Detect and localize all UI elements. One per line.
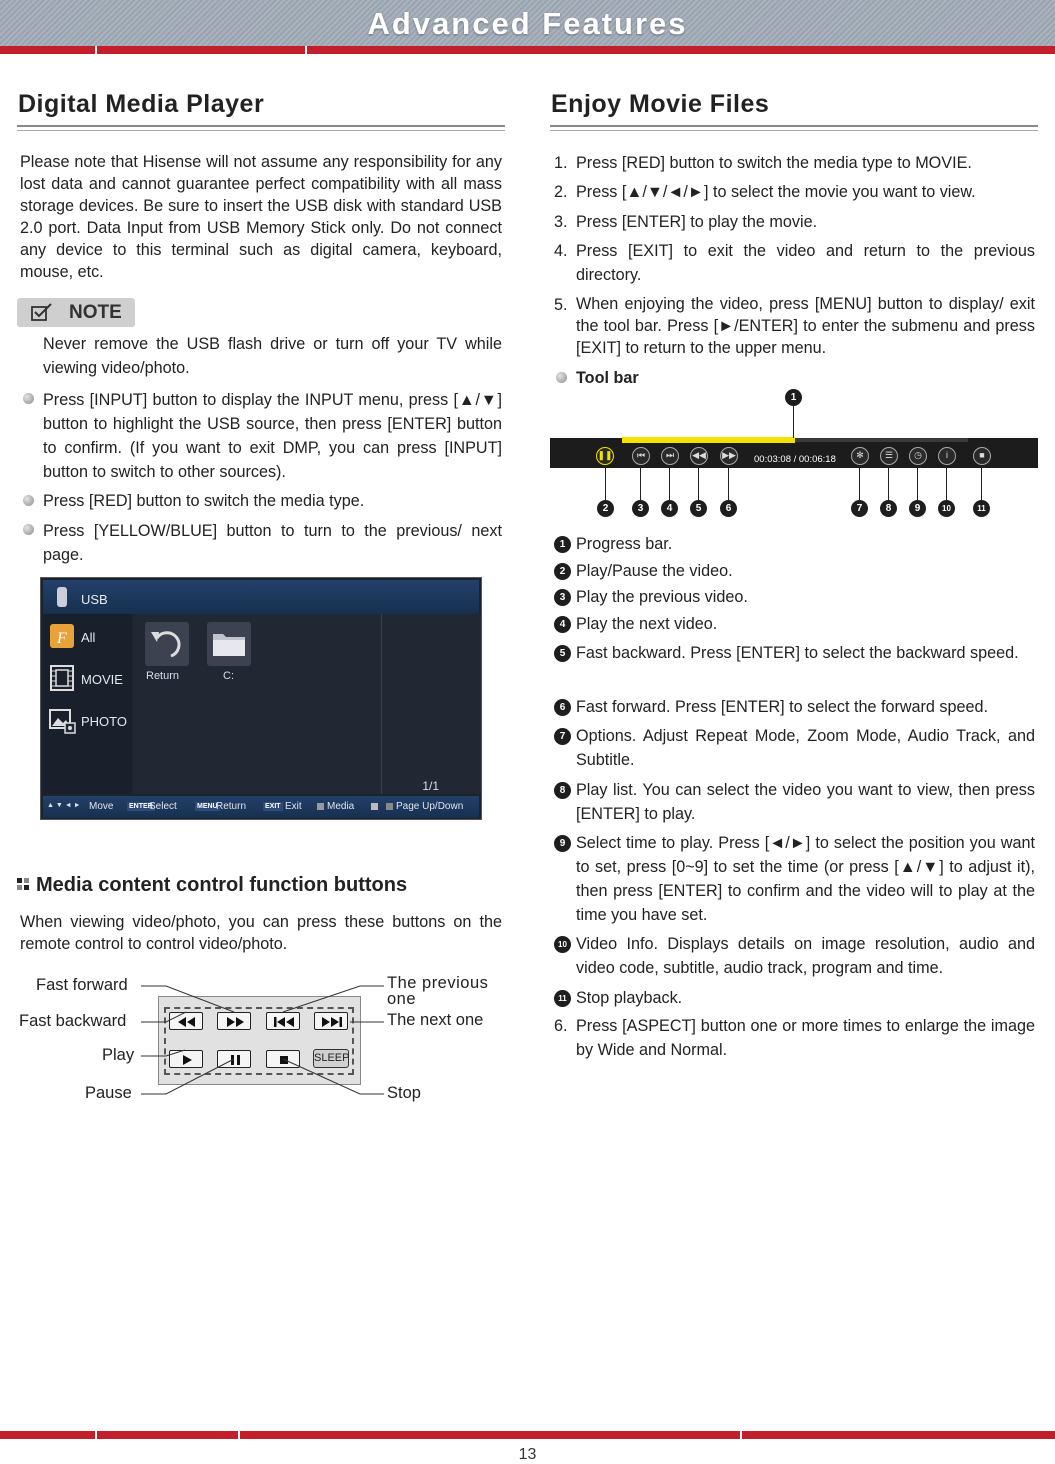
film-icon bbox=[48, 664, 76, 692]
footer-page: Page Up/Down bbox=[396, 801, 464, 812]
section-title-dmp: Digital Media Player bbox=[18, 90, 265, 118]
dmp-screen bbox=[40, 577, 482, 820]
bullet-item: Press [INPUT] button to display the INPUT menu, press [▲/▼] button to highlight the USB source, then press [ENTER] button to confirm. (If you want to exit DMP, you can press [INPUT] button to switch to other sources). bbox=[43, 391, 502, 481]
callout-leader bbox=[981, 466, 982, 500]
callout-leader bbox=[946, 466, 947, 500]
drive-c-tile[interactable] bbox=[207, 622, 251, 666]
callout-number: 10 bbox=[938, 500, 955, 517]
header-divider bbox=[95, 46, 97, 54]
callout-number: 6 bbox=[720, 500, 737, 517]
dmp-footer-bar bbox=[43, 796, 479, 818]
label-previous: The previous one bbox=[387, 974, 489, 1008]
dmp-sidebar-item-photo[interactable] bbox=[43, 702, 131, 738]
note-text: Never remove the USB flash drive or turn off your TV while viewing video/photo. bbox=[43, 335, 502, 377]
bullet-icon bbox=[23, 393, 34, 404]
step-number: 1. bbox=[554, 154, 568, 172]
bullet-icon bbox=[23, 495, 34, 506]
enter-key-icon: ENTER bbox=[129, 803, 153, 810]
footer-exit: Exit bbox=[285, 801, 302, 812]
item-number-badge: 4 bbox=[554, 616, 571, 633]
all-media-icon bbox=[48, 622, 76, 650]
media-control-heading: Media content control function buttons bbox=[36, 874, 408, 896]
folder-icon bbox=[207, 622, 251, 666]
callout-leader bbox=[640, 466, 641, 500]
callout-leader bbox=[605, 466, 606, 500]
select-time-icon[interactable]: ◷ bbox=[909, 447, 927, 465]
callout-leader bbox=[669, 466, 670, 500]
step-number: 5. bbox=[554, 296, 568, 314]
item-text: Play the previous video. bbox=[576, 588, 748, 606]
play-pause-icon[interactable]: ❚❚ bbox=[596, 447, 614, 465]
media-control-text: When viewing video/photo, you can press these buttons on the remote control to control video/photo. bbox=[20, 913, 502, 953]
step-number: 6. bbox=[554, 1017, 568, 1035]
step-number: 4. bbox=[554, 242, 568, 260]
step-text: Press [▲/▼/◄/►] to select the movie you want to view. bbox=[576, 183, 976, 201]
callout-number: 11 bbox=[973, 500, 990, 517]
callout-leader bbox=[793, 406, 794, 438]
footer-red-bar bbox=[0, 1431, 1055, 1439]
menu-key-icon: MENU bbox=[197, 803, 218, 810]
page-number: 13 bbox=[518, 1446, 537, 1463]
item-number-badge: 2 bbox=[554, 563, 571, 580]
header-divider bbox=[305, 46, 307, 54]
intro-paragraph: Please note that Hisense will not assume any responsibility for any lost data and cannot guarantee perfect compatibility with all mass storage devices. Be sure to insert the USB disk with standard USB 2.0 port. Data Input from USB Memory Stick only. Do not connect any device to this terminal such as digital camera, keyboard, mouse, etc. bbox=[20, 153, 502, 281]
label-stop: Stop bbox=[387, 1084, 421, 1102]
yellow-key-icon bbox=[371, 803, 378, 810]
callout-number: 2 bbox=[597, 500, 614, 517]
item-number-badge: 11 bbox=[554, 990, 571, 1007]
note-badge bbox=[17, 298, 135, 327]
dmp-file-area bbox=[133, 614, 481, 794]
info-icon[interactable]: i bbox=[938, 447, 956, 465]
dmp-sidebar-label: PHOTO bbox=[81, 714, 127, 729]
callout-number: 7 bbox=[851, 500, 868, 517]
playlist-icon[interactable]: ☰ bbox=[880, 447, 898, 465]
bullet-item: Press [YELLOW/BLUE] button to turn to the previous/ next page. bbox=[43, 522, 502, 564]
item-text: Progress bar. bbox=[576, 535, 673, 553]
item-number-badge: 1 bbox=[554, 536, 571, 553]
callout-number: 1 bbox=[785, 389, 802, 406]
item-number-badge: 10 bbox=[554, 936, 571, 953]
label-next: The next one bbox=[387, 1011, 484, 1029]
item-text: Stop playback. bbox=[576, 989, 683, 1007]
blue-key-icon bbox=[386, 803, 393, 810]
options-gear-icon[interactable]: ✻ bbox=[851, 447, 869, 465]
footer-return: Return bbox=[216, 801, 247, 812]
next-video-icon[interactable]: ⏭ bbox=[661, 447, 679, 465]
toolbar-time: 00:03:08 / 00:06:18 bbox=[754, 454, 836, 465]
usb-icon bbox=[57, 587, 67, 607]
callout-number: 8 bbox=[880, 500, 897, 517]
item-text: Play/Pause the video. bbox=[576, 562, 733, 580]
callout-number: 3 bbox=[632, 500, 649, 517]
section-rule bbox=[17, 125, 505, 131]
section-title-movie: Enjoy Movie Files bbox=[551, 90, 770, 118]
footer-media: Media bbox=[327, 801, 355, 812]
item-number-badge: 6 bbox=[554, 699, 571, 716]
red-key-icon bbox=[317, 803, 324, 810]
dmp-page-indicator: 1/1 bbox=[422, 779, 439, 793]
toolbar-label: Tool bar bbox=[576, 369, 639, 387]
item-text: Fast backward. Press [ENTER] to select the backward speed. bbox=[576, 644, 1019, 662]
label-pause: Pause bbox=[85, 1084, 132, 1102]
item-text: Play list. You can select the video you want to view, then press [ENTER] to play. bbox=[576, 781, 1035, 823]
footer-divider bbox=[238, 1431, 240, 1439]
item-number-badge: 7 bbox=[554, 728, 571, 745]
dmp-sidebar-item-all[interactable] bbox=[43, 618, 131, 654]
callout-leader bbox=[888, 466, 889, 500]
return-tile-label: Return bbox=[146, 670, 180, 682]
page-title: Advanced Features bbox=[367, 6, 688, 41]
svg-text:F: F bbox=[57, 630, 67, 647]
sleep-button[interactable]: SLEEP bbox=[313, 1049, 349, 1068]
item-number-badge: 9 bbox=[554, 835, 571, 852]
callout-leader bbox=[698, 466, 699, 500]
step-text: When enjoying the video, press [MENU] button to display/ exit the tool bar. Press [►/ENTER] to enter the submenu and press [EXIT] to return to the upper menu. bbox=[576, 295, 1035, 357]
step-text: Press [EXIT] to exit the video and return to the previous directory. bbox=[576, 242, 1035, 284]
label-fast-backward: Fast backward bbox=[19, 1012, 127, 1030]
previous-video-icon[interactable]: ⏮ bbox=[632, 447, 650, 465]
header-red-bar bbox=[0, 46, 1055, 54]
exit-key-icon: EXIT bbox=[265, 803, 281, 810]
drive-c-label: C: bbox=[223, 670, 234, 682]
callout-number: 5 bbox=[690, 500, 707, 517]
note-check-icon bbox=[31, 303, 53, 321]
item-text: Video Info. Displays details on image resolution, audio and video code, subtitle, audio track, program and time. bbox=[576, 935, 1035, 977]
header-band bbox=[0, 0, 1055, 48]
label-fast-forward: Fast forward bbox=[36, 976, 128, 994]
bullet-icon bbox=[556, 372, 567, 383]
dmp-source-label: USB bbox=[81, 592, 108, 607]
return-icon bbox=[145, 622, 189, 666]
fast-forward-icon[interactable]: ▶▶ bbox=[720, 447, 738, 465]
dmp-source-bar bbox=[43, 580, 479, 614]
callout-number: 4 bbox=[661, 500, 678, 517]
footer-divider bbox=[95, 1431, 97, 1439]
fast-backward-icon[interactable]: ◀◀ bbox=[690, 447, 708, 465]
note-label: NOTE bbox=[69, 302, 122, 323]
dmp-sidebar-item-movie[interactable] bbox=[43, 660, 131, 696]
return-tile[interactable] bbox=[145, 622, 189, 666]
step-text: Press [ENTER] to play the movie. bbox=[576, 213, 818, 231]
section-rule bbox=[550, 125, 1038, 131]
stop-icon[interactable]: ■ bbox=[973, 447, 991, 465]
item-text: Select time to play. Press [◄/►] to select the position you want to set, press [0~9] to set the time (or press [▲/▼] to adjust it), then press [ENTER] to confirm and the video will to play at the time you have set. bbox=[576, 834, 1035, 924]
item-text: Fast forward. Press [ENTER] to select the forward speed. bbox=[576, 698, 989, 716]
step-text: Press [RED] button to switch the media type to MOVIE. bbox=[576, 154, 972, 172]
arrow-keys-icon: ▲ ▼ ◄ ► bbox=[47, 802, 81, 809]
dmp-sidebar-label: All bbox=[81, 630, 96, 645]
progress-fill[interactable] bbox=[622, 437, 795, 443]
callout-number: 9 bbox=[909, 500, 926, 517]
item-text: Options. Adjust Repeat Mode, Zoom Mode, Audio Track, and Subtitle. bbox=[576, 727, 1035, 769]
callout-leader bbox=[859, 466, 860, 500]
step-number: 2. bbox=[554, 183, 568, 201]
label-play: Play bbox=[102, 1046, 135, 1064]
dmp-sidebar-label: MOVIE bbox=[81, 672, 123, 687]
photo-icon bbox=[48, 706, 76, 734]
callout-leader bbox=[917, 466, 918, 500]
footer-select: Select bbox=[149, 801, 177, 812]
dmp-divider bbox=[381, 614, 382, 794]
footer-move: Move bbox=[89, 801, 114, 812]
footer-divider bbox=[740, 1431, 742, 1439]
bullet-item: Press [RED] button to switch the media type. bbox=[43, 492, 365, 510]
item-number-badge: 8 bbox=[554, 782, 571, 799]
callout-leader bbox=[728, 466, 729, 500]
item-number-badge: 3 bbox=[554, 589, 571, 606]
dmp-sidebar bbox=[43, 614, 131, 794]
step-number: 3. bbox=[554, 213, 568, 231]
item-text: Play the next video. bbox=[576, 615, 718, 633]
step-text: Press [ASPECT] button one or more times to enlarge the image by Wide and Normal. bbox=[576, 1017, 1035, 1059]
bullet-icon bbox=[23, 524, 34, 535]
item-number-badge: 5 bbox=[554, 645, 571, 662]
section-marker-icon bbox=[17, 878, 30, 891]
